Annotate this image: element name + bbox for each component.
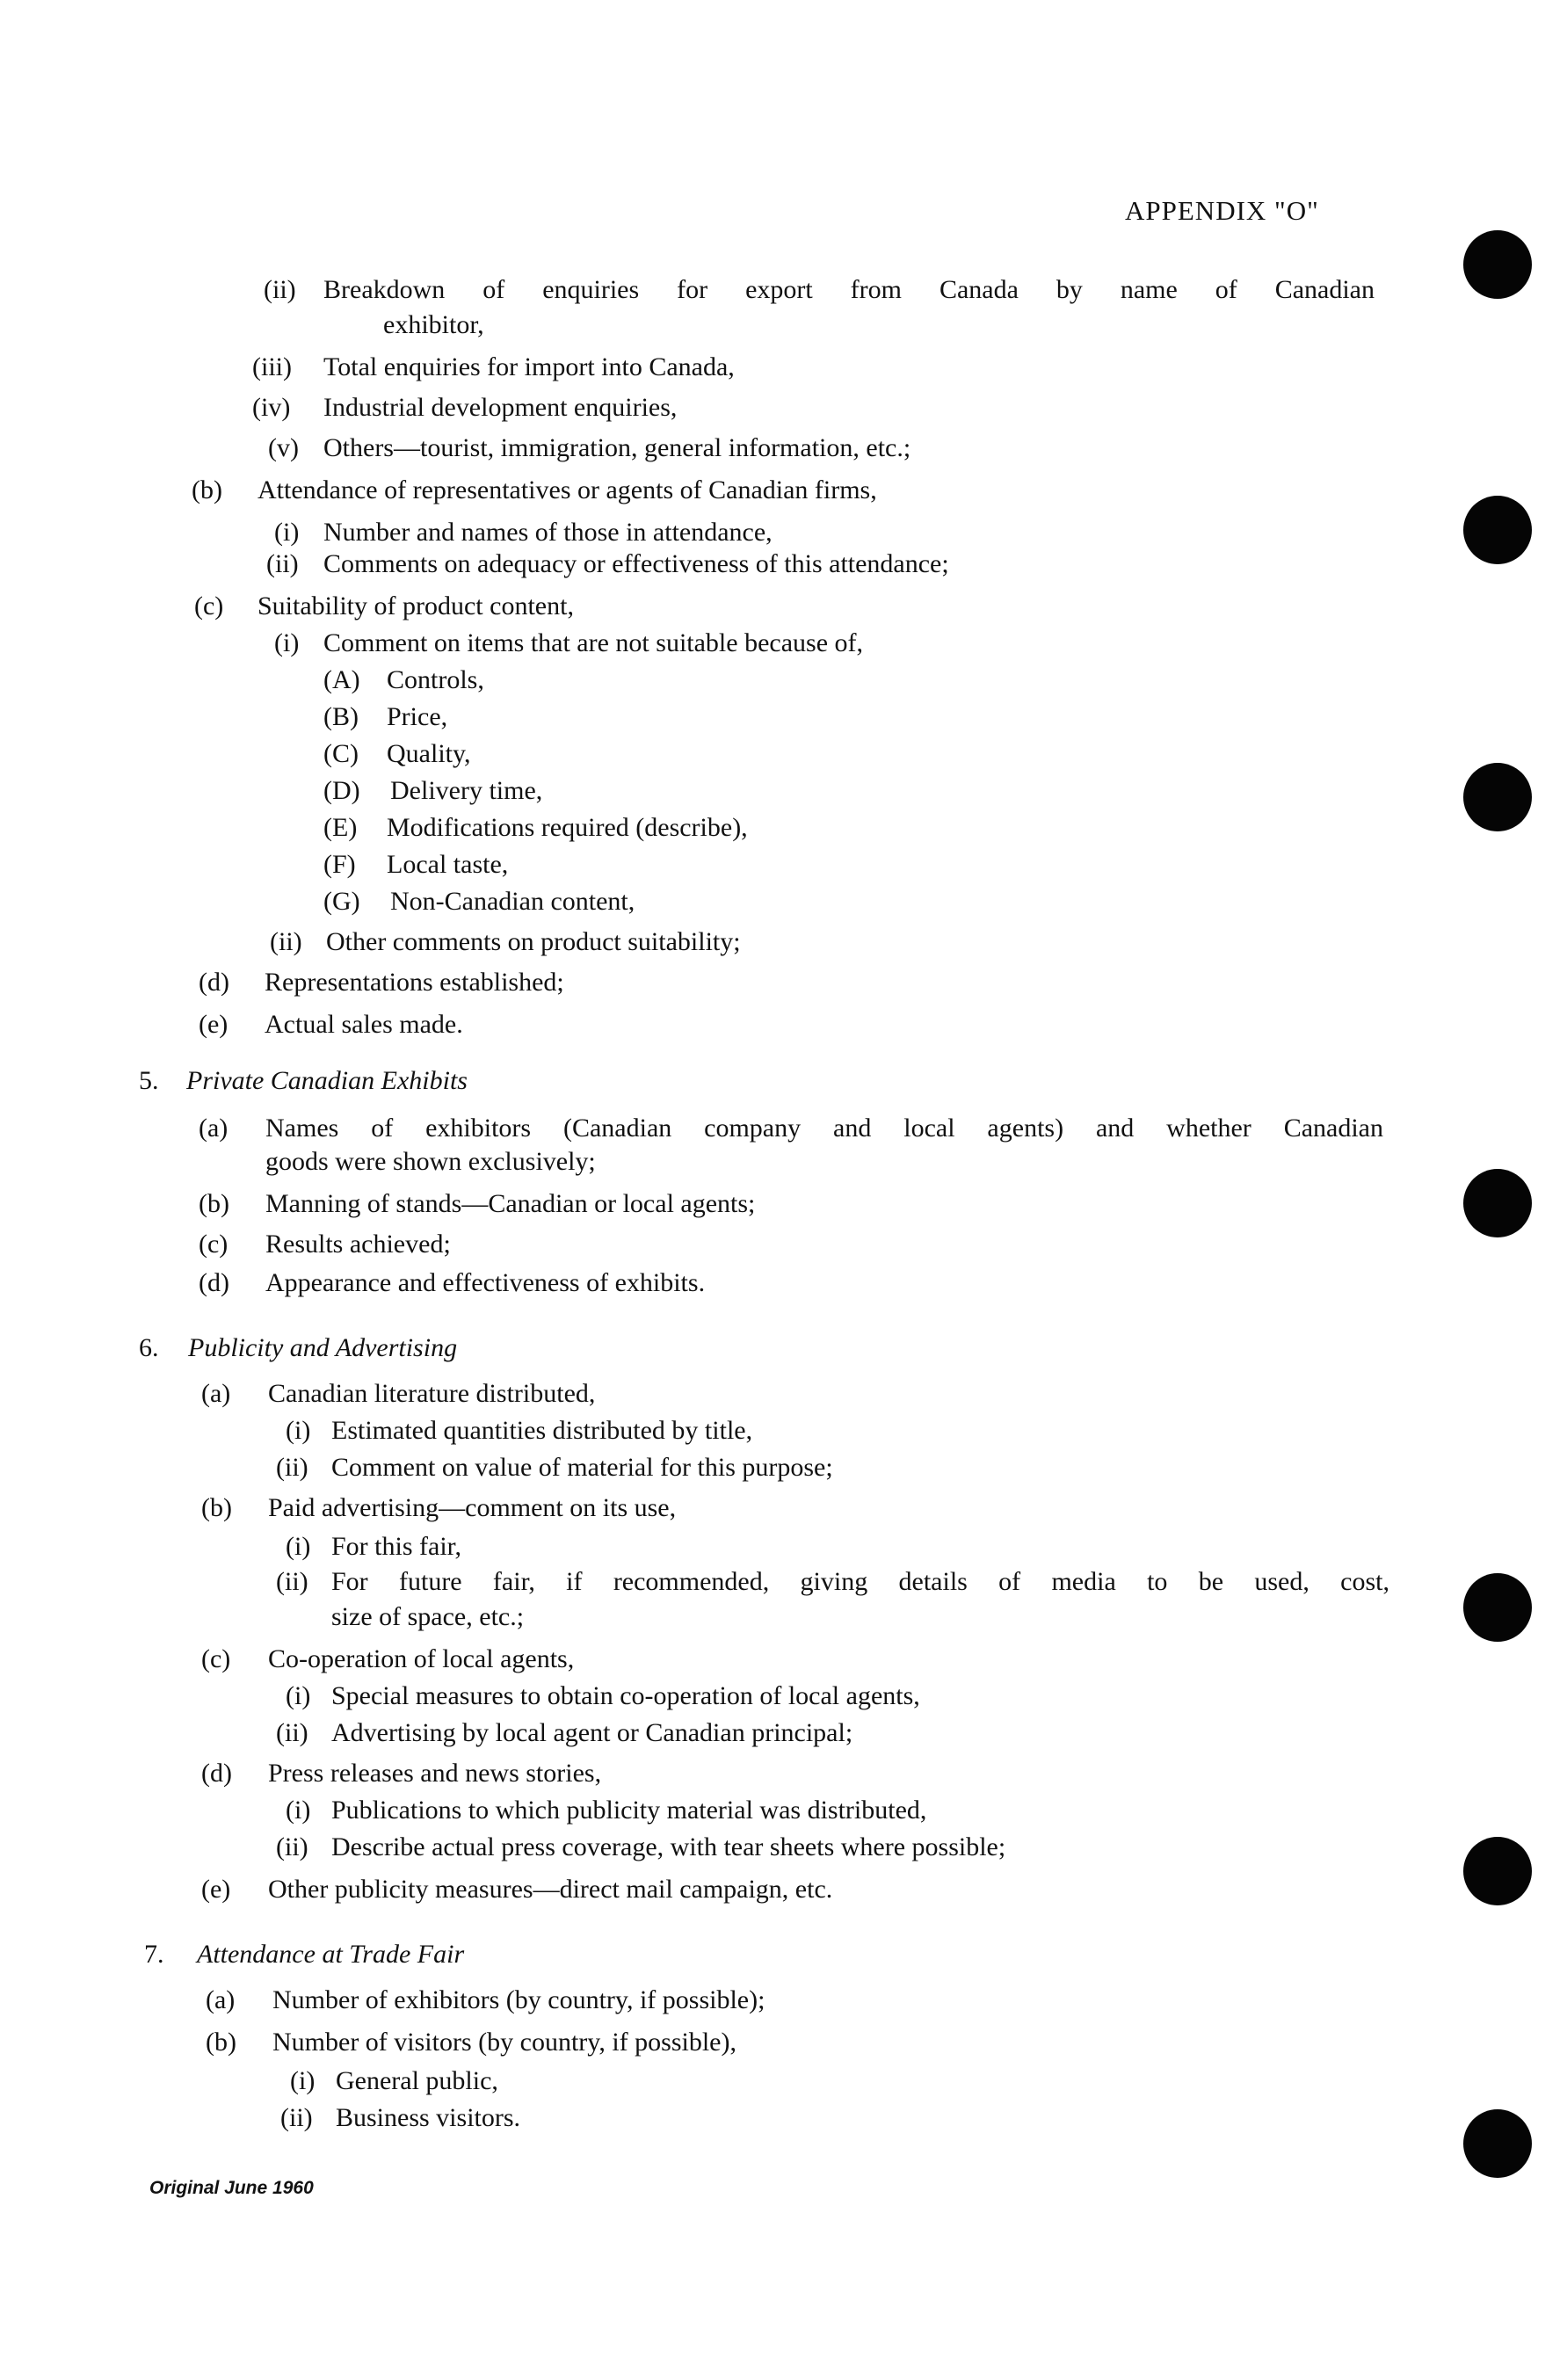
list-item: (b) Number of visitors (by country, if possible),	[206, 2028, 736, 2057]
list-item: (ii) Comment on value of material for this purpose;	[276, 1453, 833, 1482]
list-item: (a) Canadian literature distributed,	[201, 1379, 596, 1408]
binder-hole-5	[1463, 1573, 1532, 1642]
list-item: (i) Special measures to obtain co-operation of local agents,	[286, 1681, 920, 1710]
list-item: (ii) For future fair, if recommended, giving details of media to be used, cost,	[276, 1567, 1389, 1596]
list-item: (c) Results achieved;	[199, 1230, 451, 1259]
list-item: (i) Number and names of those in attendance,	[274, 518, 773, 547]
list-item: (d) Appearance and effectiveness of exhibits.	[199, 1268, 706, 1297]
list-item: (e) Actual sales made.	[199, 1010, 463, 1039]
binder-hole-2	[1463, 496, 1532, 564]
list-item: (e) Other publicity measures—direct mail campaign, etc.	[201, 1875, 833, 1904]
list-item: (a) Names of exhibitors (Canadian company and local agents) and whether Canadian	[199, 1114, 1383, 1143]
appendix-heading: APPENDIX "O"	[1125, 195, 1319, 226]
list-item: (v) Others—tourist, immigration, general information, etc.;	[268, 433, 911, 462]
section-heading: 5. Private Canadian Exhibits	[139, 1066, 468, 1095]
list-item: (ii) Advertising by local agent or Canadian principal;	[276, 1718, 853, 1747]
list-item-continuation: size of space, etc.;	[331, 1602, 525, 1631]
list-item: (G) Non-Canadian content,	[323, 887, 635, 916]
list-item: (iv) Industrial development enquiries,	[252, 393, 678, 422]
binder-hole-4	[1463, 1169, 1532, 1237]
list-item: (i) For this fair,	[286, 1532, 461, 1561]
footer-date: Original June 1960	[149, 2178, 314, 2198]
list-item: (A) Controls,	[323, 665, 484, 694]
binder-hole-7	[1463, 2109, 1532, 2178]
section-heading: 6. Publicity and Advertising	[139, 1333, 458, 1362]
list-item: (ii) Business visitors.	[280, 2103, 521, 2132]
list-item: (iii) Total enquiries for import into Canada,	[252, 352, 735, 381]
section-heading: 7. Attendance at Trade Fair	[144, 1940, 465, 1969]
list-item: (b) Paid advertising—comment on its use,	[201, 1493, 677, 1522]
list-item-continuation: exhibitor,	[383, 310, 484, 339]
list-item: (C) Quality,	[323, 739, 471, 768]
list-item: (D) Delivery time,	[323, 776, 543, 805]
list-item: (c) Co-operation of local agents,	[201, 1644, 575, 1673]
binder-hole-1	[1463, 230, 1532, 299]
list-item: (d) Representations established;	[199, 968, 564, 997]
list-item: (B) Price,	[323, 702, 448, 731]
list-item: (d) Press releases and news stories,	[201, 1759, 602, 1788]
list-item: (b) Manning of stands—Canadian or local agents;	[199, 1189, 756, 1218]
list-item: (ii) Breakdown of enquiries for export from Canada by name of Canadian	[264, 275, 1375, 304]
list-item-continuation: goods were shown exclusively;	[265, 1147, 596, 1176]
list-item: (a) Number of exhibitors (by country, if possible);	[206, 1985, 765, 2014]
list-item: (ii) Other comments on product suitability;	[270, 927, 741, 956]
list-item: (ii) Comments on adequacy or effectiveness of this attendance;	[266, 549, 949, 578]
list-item: (E) Modifications required (describe),	[323, 813, 748, 842]
list-item: (i) General public,	[290, 2066, 498, 2095]
list-item: (i) Estimated quantities distributed by title,	[286, 1416, 753, 1445]
list-item: (i) Publications to which publicity material was distributed,	[286, 1796, 927, 1825]
list-item: (F) Local taste,	[323, 850, 509, 879]
list-item: (c) Suitability of product content,	[194, 591, 574, 620]
binder-hole-6	[1463, 1837, 1532, 1905]
binder-hole-3	[1463, 763, 1532, 831]
list-item: (ii) Describe actual press coverage, with tear sheets where possible;	[276, 1832, 1006, 1861]
list-item: (i) Comment on items that are not suitable because of,	[274, 628, 864, 657]
list-item: (b) Attendance of representatives or agents of Canadian firms,	[192, 475, 877, 504]
